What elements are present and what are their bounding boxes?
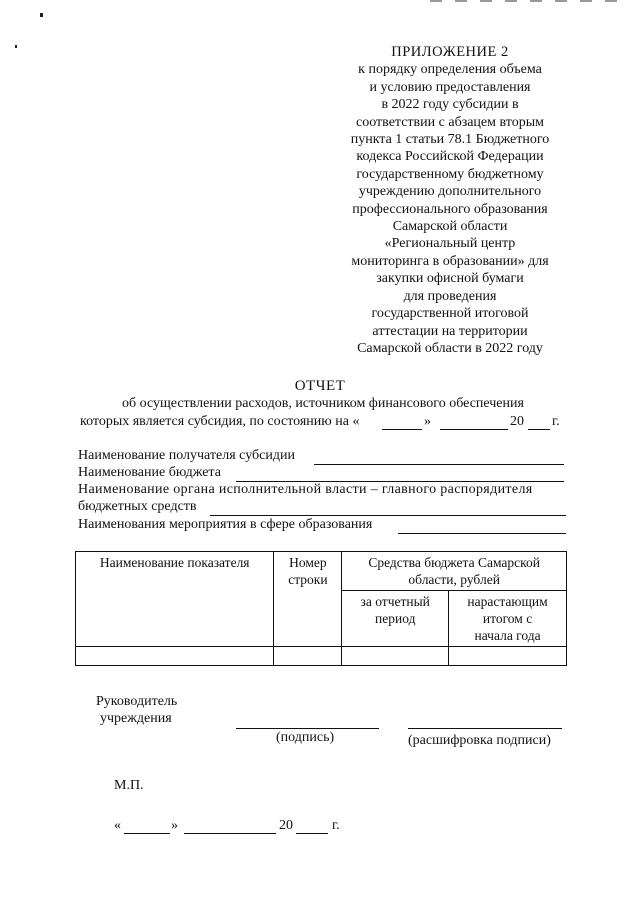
recipient-field[interactable] bbox=[314, 464, 564, 465]
sign-date-day-blank[interactable] bbox=[124, 833, 170, 834]
stamp-label: М.П. bbox=[114, 778, 144, 793]
table-cell[interactable] bbox=[274, 647, 342, 666]
date-year-blank[interactable] bbox=[528, 429, 550, 430]
event-field[interactable] bbox=[398, 533, 566, 534]
scan-edge-dash bbox=[530, 0, 542, 2]
report-subtitle-prefix: которых является субсидия, по состоянию на « bbox=[80, 414, 360, 429]
annex-block bbox=[318, 44, 582, 357]
annex-line: пункта 1 статьи 78.1 Бюджетного bbox=[350, 132, 550, 148]
annex-line: для проведения bbox=[403, 288, 497, 304]
scan-edge-dash bbox=[430, 0, 442, 2]
header-row-number: Номер строки bbox=[274, 552, 342, 647]
table-row bbox=[76, 647, 567, 666]
scan-edge-dash bbox=[605, 0, 617, 2]
annex-line: и условию предоставления bbox=[369, 79, 531, 95]
table-cell[interactable] bbox=[449, 647, 567, 666]
budget-label: Наименование бюджета bbox=[78, 465, 221, 480]
annex-line: к порядку определения объема bbox=[358, 62, 542, 78]
header-budget-funds: Средства бюджета Самарской области, рублей bbox=[342, 552, 567, 591]
date-day-blank[interactable] bbox=[382, 429, 422, 430]
date-suffix: г. bbox=[332, 818, 340, 833]
signature-decoding-line[interactable] bbox=[408, 728, 562, 729]
report-table bbox=[75, 551, 567, 666]
annex-line: Самарской области в 2022 году bbox=[357, 340, 543, 356]
event-label: Наименования мероприятия в сфере образования bbox=[78, 517, 373, 532]
head-label-line1: Руководитель bbox=[96, 694, 178, 709]
table-cell[interactable] bbox=[76, 647, 274, 666]
report-subtitle-close-quote: » bbox=[424, 414, 431, 429]
annex-line: Самарской области bbox=[392, 219, 508, 235]
authority-field[interactable] bbox=[210, 515, 566, 516]
scan-edge-dash bbox=[505, 0, 517, 2]
scan-mark-dot bbox=[15, 45, 17, 48]
date-year: 20 bbox=[279, 818, 293, 833]
scan-edge-dash bbox=[580, 0, 592, 2]
scan-mark-dot bbox=[40, 13, 43, 17]
sign-date-year-blank[interactable] bbox=[296, 833, 328, 834]
date-open-quote: « bbox=[114, 818, 121, 833]
annex-line: кодекса Российской Федерации bbox=[356, 149, 544, 165]
annex-line: соответствии с абзацем вторым bbox=[356, 114, 544, 130]
report-subtitle-line1: об осуществлении расходов, источником финансового обеспечения bbox=[122, 396, 524, 411]
date-month-blank[interactable] bbox=[440, 429, 508, 430]
header-indicator: Наименование показателя bbox=[76, 552, 274, 647]
annex-line: закупки офисной бумаги bbox=[376, 271, 524, 287]
report-title: ОТЧЕТ bbox=[294, 378, 346, 394]
date-close-quote: » bbox=[171, 818, 178, 833]
header-reporting-period: за отчетный период bbox=[342, 591, 449, 647]
scan-edge-dash bbox=[480, 0, 492, 2]
annex-line: в 2022 году субсидии в bbox=[381, 97, 519, 113]
report-subtitle-suffix: г. bbox=[552, 414, 560, 429]
annex-line: государственному бюджетному bbox=[356, 166, 544, 182]
sign-date-month-blank[interactable] bbox=[184, 833, 276, 834]
annex-line: мониторинга в образовании» для bbox=[351, 253, 549, 269]
table-cell[interactable] bbox=[342, 647, 449, 666]
authority-label-line1: Наименование органа исполнительной власти – главного распорядителя bbox=[78, 482, 533, 497]
header-cumulative: нарастающим итогом с начала года bbox=[449, 591, 567, 647]
annex-line: аттестации на территории bbox=[372, 323, 528, 339]
annex-line: государственной итоговой bbox=[371, 306, 529, 322]
annex-line: учреждению дополнительного bbox=[358, 184, 542, 200]
scan-edge-dash bbox=[455, 0, 467, 2]
scan-edge-dash bbox=[555, 0, 567, 2]
decoding-caption: (расшифровка подписи) bbox=[408, 733, 551, 748]
signature-caption: (подпись) bbox=[276, 730, 335, 745]
annex-line: «Региональный центр bbox=[384, 236, 516, 252]
annex-line: профессионального образования bbox=[352, 201, 548, 217]
annex-title: ПРИЛОЖЕНИЕ 2 bbox=[391, 44, 509, 60]
recipient-label: Наименование получателя субсидии bbox=[78, 448, 295, 463]
signature-line[interactable] bbox=[236, 728, 379, 729]
authority-label-line2: бюджетных средств bbox=[78, 499, 197, 514]
report-subtitle-year: 20 bbox=[510, 414, 524, 429]
head-label-line2: учреждения bbox=[100, 711, 172, 726]
